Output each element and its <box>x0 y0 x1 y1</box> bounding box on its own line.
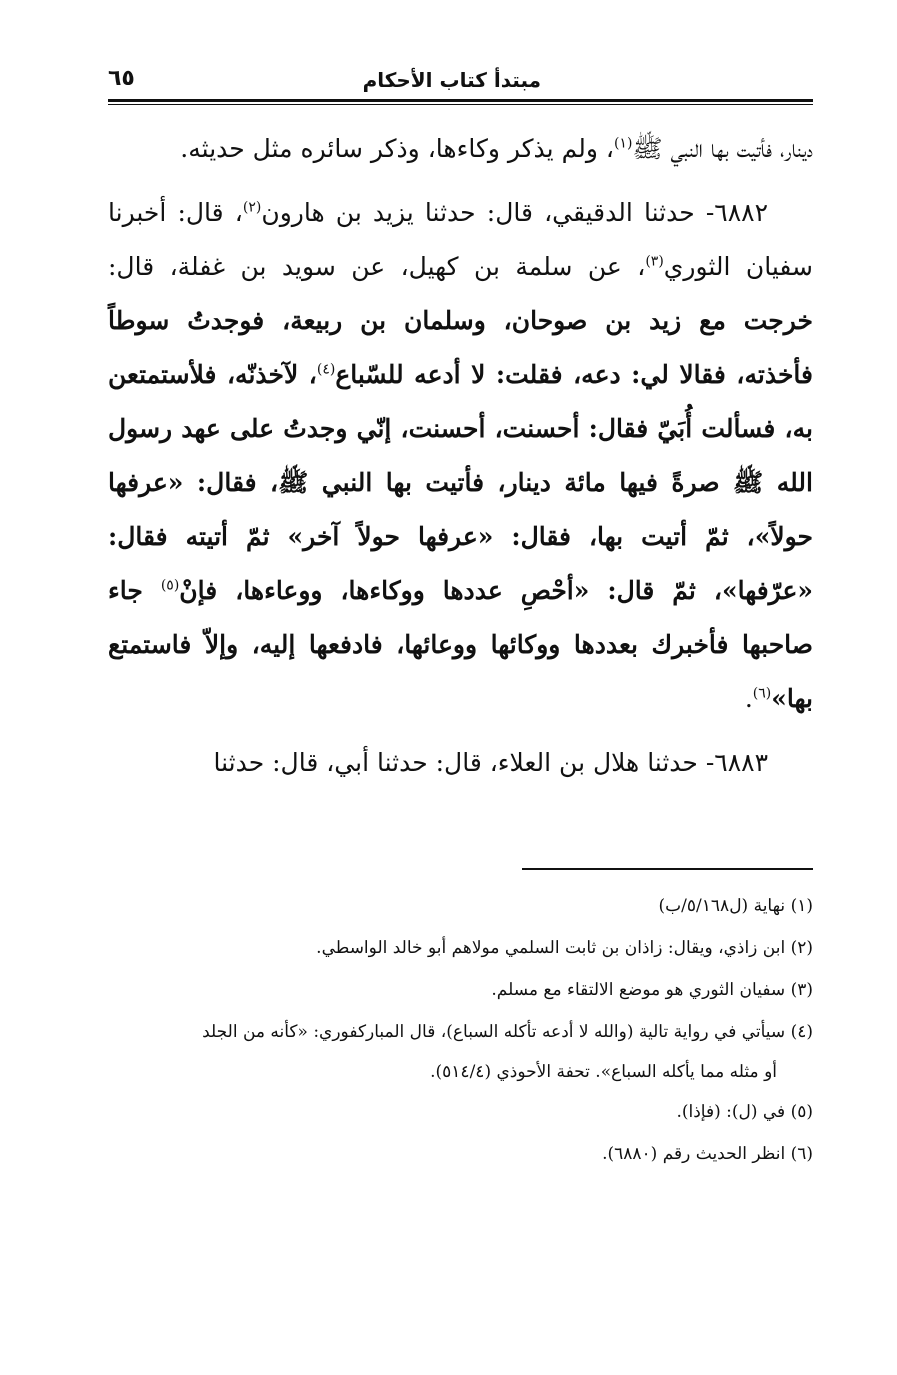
footnote-ref-2: (٢) <box>242 199 262 216</box>
footnote-3: (٣) سفيان الثوري هو موضع الالتقاء مع مسلم. <box>491 980 813 1000</box>
header-rule-thin <box>108 104 813 105</box>
hadith-matn: خرجت مع زيد بن صوحان، وسلمان بن ربيعة، فوجدتُ سوطاً فأخذته، فقالا لي: دعه، فقلت: لا أدعه للسّباع <box>108 306 813 389</box>
footnote-separator <box>522 868 813 870</box>
paragraph-continuation <box>108 122 813 176</box>
main-text <box>108 122 813 790</box>
text-run: ٦٨٨٢- حدثنا الدقيقي، قال: حدثنا يزيد بن هارون <box>261 198 768 227</box>
text-run: ، ولم يذكر وكاءها، وذكر سائره مثل حديثه. <box>180 134 614 163</box>
footnotes <box>108 886 813 1176</box>
footnote-2: (٢) ابن زاذي، ويقال: زاذان بن ثابت السلمي مولاهم أبو خالد الواسطي. <box>316 938 813 958</box>
footnote-ref-3: (٣) <box>645 253 664 270</box>
footnote-ref-5: (٥) <box>160 577 180 594</box>
footnote-1: (١) نهاية (ل٥/١٦٨/ب) <box>658 896 813 916</box>
footnote-4-continuation: أو مثله مما يأكله السباع». تحفة الأحوذي (٥١٤/٤). <box>430 1062 777 1082</box>
hadith-matn: ، لآخذنّه، فلأستمتعن به، فسألت أُبَيّ فقال: أحسنت، أحسنت، إنّي وجدتُ على عهد رسول الله ﷺ صرةً فيها مائة دينار، فأتيت بها النبي ﷺ، فقال: «عرفها حولاً»، ثمّ أتيت بها، فقال: «عرفها حولاً آخر» ثمّ أتيته فقال: «عرّفها»، ثمّ قال: «أحْصِ عددها ووكاءها، ووعاءها، فإنْ <box>108 360 813 605</box>
footnote-5: (٥) في (ل): (فإذا). <box>676 1102 813 1122</box>
text-run: . <box>744 684 753 713</box>
text-run: ، عن سلمة بن كهيل، عن سويد بن غفلة، قال: <box>108 252 646 281</box>
running-header <box>108 66 813 100</box>
page-number: ٦٥ <box>108 66 135 91</box>
hadith-matn: جاء صاحبها فأخبرك بعددها ووكائها ووعائها، فادفعها إليه، وإلاّ فاستمتع بها» <box>108 576 813 713</box>
footnote-4: (٤) سيأتي في رواية تالية (والله لا أدعه تأكله السباع)، قال المباركفوري: «كأنه من الجلد <box>202 1022 813 1042</box>
text-run: ، قال: أخبرنا سفيان الثوري <box>108 198 813 281</box>
footnote-ref-6: (٦) <box>752 685 772 702</box>
header-rule-thick <box>108 99 813 102</box>
text-run: دينار، فأتيت بها النبي ﷺ <box>632 134 813 163</box>
hadith-6882 <box>108 186 813 726</box>
header-title: مبتدأ كتاب الأحكام <box>362 68 541 92</box>
footnote-ref-1: (١) <box>613 135 633 152</box>
footnote-6: (٦) انظر الحديث رقم (٦٨٨٠). <box>602 1144 813 1164</box>
hadith-6883: ٦٨٨٣- حدثنا هلال بن العلاء، قال: حدثنا أبي، قال: حدثنا <box>213 748 768 777</box>
footnote-ref-4: (٤) <box>316 361 336 378</box>
